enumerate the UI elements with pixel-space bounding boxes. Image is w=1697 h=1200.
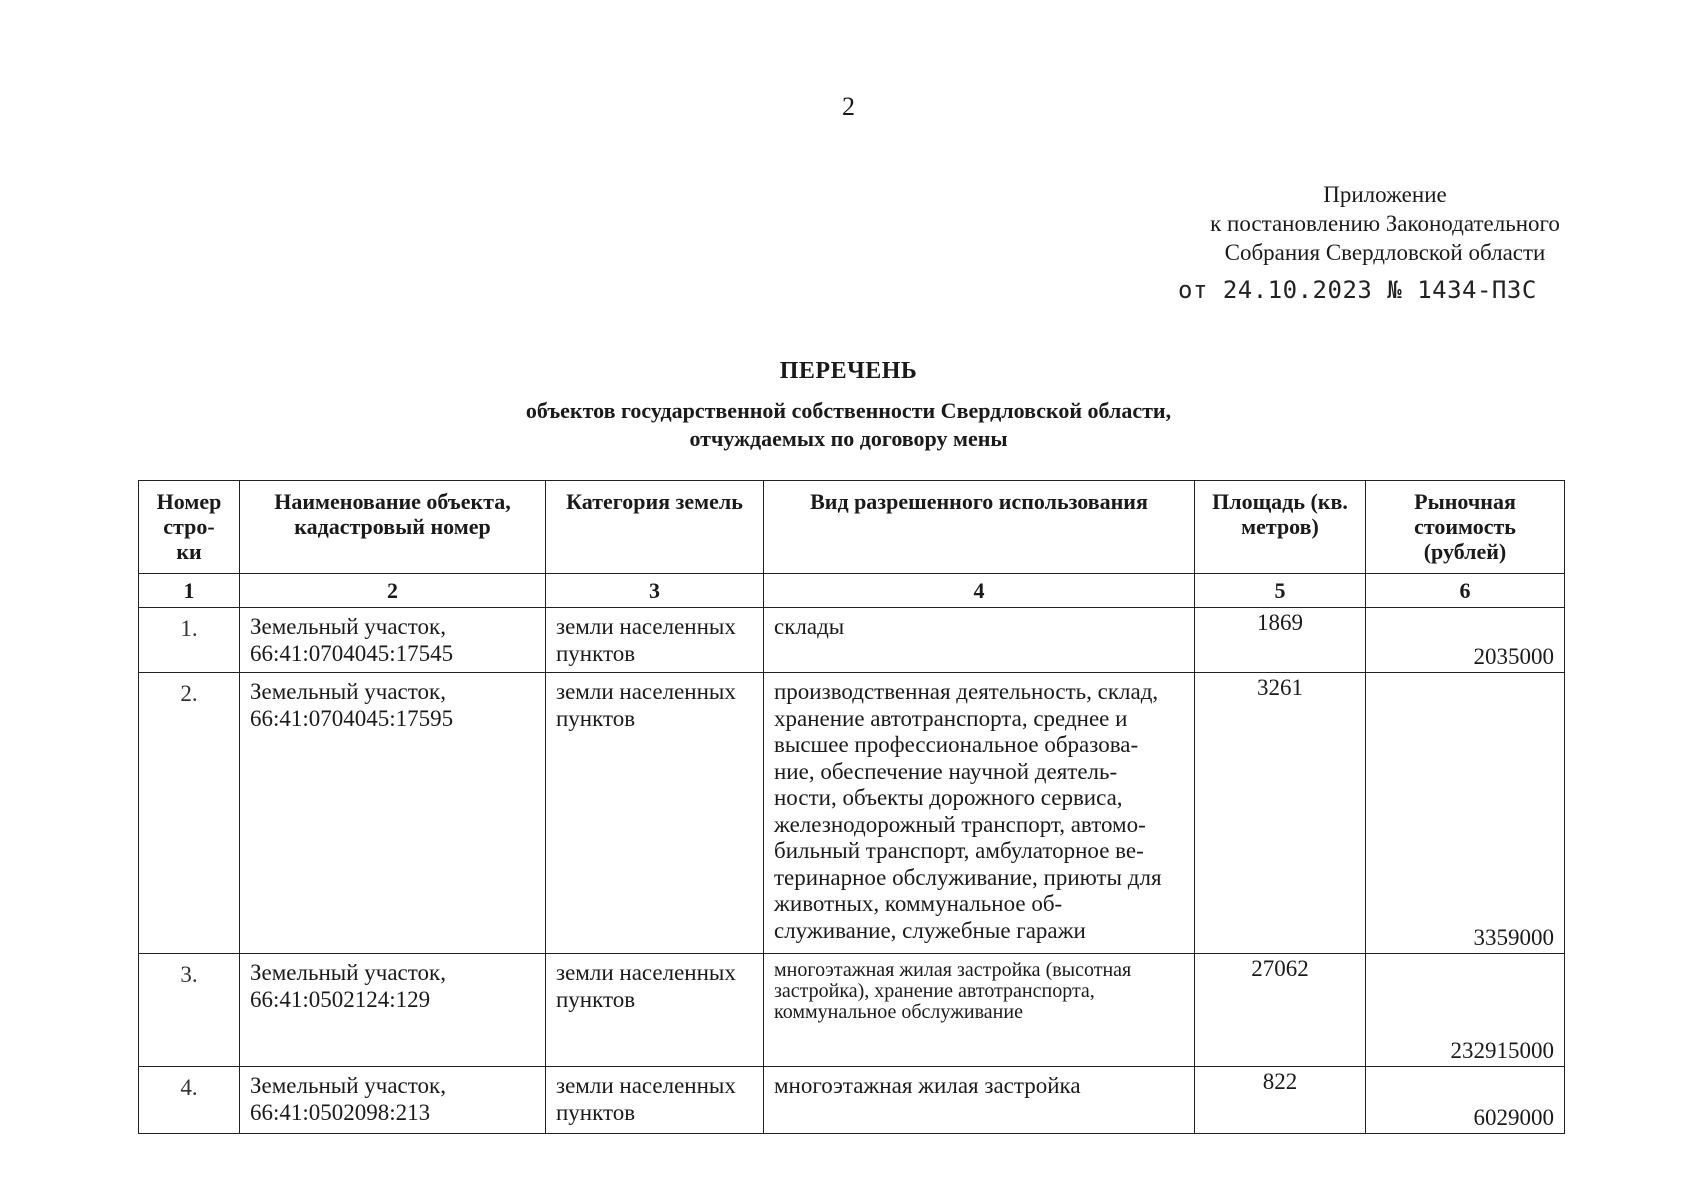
column-number: 3 — [546, 574, 764, 608]
market-value: 2035000 — [1366, 608, 1565, 673]
row-number: 1. — [139, 608, 240, 673]
header-market-value: Рыночная стоимость (рублей) — [1366, 481, 1565, 574]
area-value: 3261 — [1195, 673, 1366, 954]
row-number: 2. — [139, 673, 240, 954]
land-category: земли населенных пунктов — [546, 608, 764, 673]
table-row — [139, 673, 1565, 954]
subtitle-line: отчуждаемых по договору мены — [689, 426, 1008, 451]
appendix-line: Собрания Свердловской области — [1224, 240, 1546, 265]
object-name: Земельный участок, 66:41:0704045:17595 — [240, 673, 546, 954]
row-number: 3. — [139, 954, 240, 1067]
document-subtitle — [0, 397, 1697, 453]
appendix-line: Приложение — [1323, 182, 1447, 207]
decree-reference: от 24.10.2023 № 1434-ПЗС — [1178, 276, 1537, 304]
object-name: Земельный участок, 66:41:0704045:17545 — [240, 608, 546, 673]
header-row-number: Номер стро- ки — [139, 481, 240, 574]
column-numbers-row — [139, 574, 1565, 608]
header-area: Площадь (кв. метров) — [1195, 481, 1366, 574]
permitted-use: многоэтажная жилая застройка — [764, 1067, 1195, 1134]
land-category: земли населенных пунктов — [546, 954, 764, 1067]
column-number: 6 — [1366, 574, 1565, 608]
table-header-row — [139, 481, 1565, 574]
market-value: 3359000 — [1366, 673, 1565, 954]
area-value: 27062 — [1195, 954, 1366, 1067]
column-number: 4 — [764, 574, 1195, 608]
row-number: 4. — [139, 1067, 240, 1134]
market-value: 232915000 — [1366, 954, 1565, 1067]
column-number: 5 — [1195, 574, 1366, 608]
land-category: земли населенных пунктов — [546, 673, 764, 954]
appendix-header — [1180, 180, 1590, 267]
appendix-line: к постановлению Законодательного — [1210, 211, 1560, 236]
table-row — [139, 954, 1565, 1067]
objects-table — [138, 480, 1565, 1134]
document-title: ПЕРЕЧЕНЬ — [779, 358, 918, 384]
header-permitted-use: Вид разрешенного использования — [764, 481, 1195, 574]
permitted-use: склады — [764, 608, 1195, 673]
market-value: 6029000 — [1366, 1067, 1565, 1134]
subtitle-line: объектов государственной собственности Свердловской области, — [525, 398, 1172, 423]
permitted-use: многоэтажная жилая застройка (высотная застройка), хранение автотранспорта, коммунальное обслуживание — [764, 954, 1195, 1067]
area-value: 822 — [1195, 1067, 1366, 1134]
permitted-use: производственная деятельность, склад, хранение автотранспорта, среднее и высшее профессиональное образова- ние, обеспечение научной деятель- ности, объекты дорожного сервиса, железнодорожный транспорт, автомо- бильный транспорт, амбулаторное ве- теринарное обслуживание, приюты для животных, коммунальное об- служивание, служебные гаражи — [764, 673, 1195, 954]
table-row — [139, 1067, 1565, 1134]
table-row — [139, 608, 1565, 673]
header-land-category: Категория земель — [546, 481, 764, 574]
column-number: 2 — [240, 574, 546, 608]
object-name: Земельный участок, 66:41:0502098:213 — [240, 1067, 546, 1134]
land-category: земли населенных пунктов — [546, 1067, 764, 1134]
header-object-name: Наименование объекта, кадастровый номер — [240, 481, 546, 574]
area-value: 1869 — [1195, 608, 1366, 673]
column-number: 1 — [139, 574, 240, 608]
object-name: Земельный участок, 66:41:0502124:129 — [240, 954, 546, 1067]
page-number: 2 — [842, 92, 855, 121]
